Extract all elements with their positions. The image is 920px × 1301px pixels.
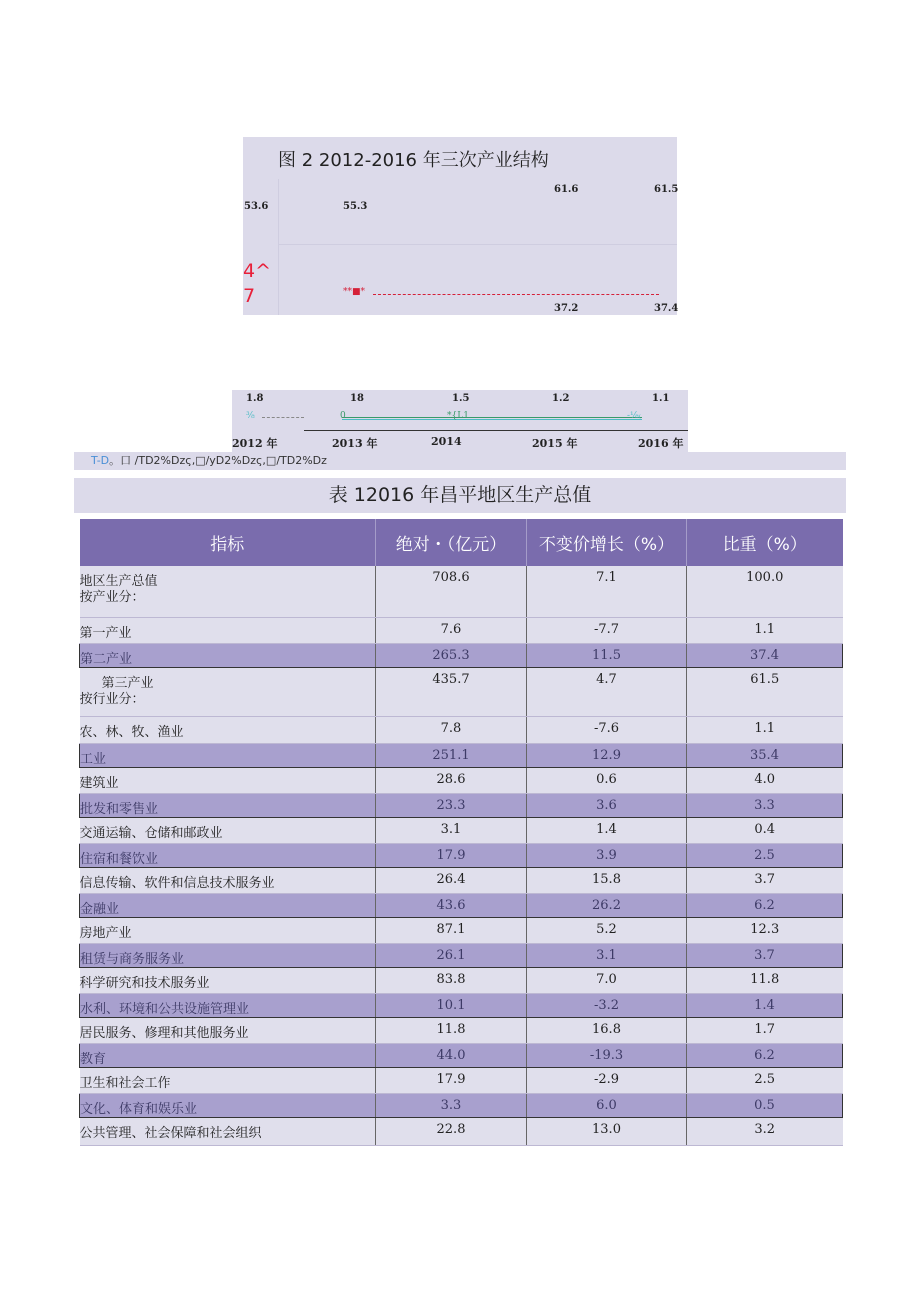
series-marker: 0 — [340, 411, 346, 421]
row-name: 农、林、牧、渔业 — [80, 716, 376, 743]
table-row — [80, 943, 843, 967]
cell-growth: 15.8 — [527, 867, 687, 893]
cell-growth: 3.1 — [527, 943, 687, 967]
row-name: 租赁与商务服务业 — [80, 943, 376, 967]
cell-share: 1.1 — [687, 617, 843, 643]
subhead-by-industry: 按产业分： — [79, 590, 145, 605]
cell-absolute: 83.8 — [376, 967, 527, 993]
cell-absolute: 11.8 — [376, 1017, 527, 1043]
cell-share: 1.1 — [687, 716, 843, 743]
cell-growth: 16.8 — [527, 1017, 687, 1043]
table-row — [80, 793, 843, 817]
row-name: 信息传输、软件和信息技术服务业 — [80, 867, 376, 893]
cell-growth: 5.2 — [527, 917, 687, 943]
table-row — [80, 867, 843, 893]
cell-share: 35.4 — [687, 743, 843, 767]
cell-growth: -2.9 — [527, 1067, 687, 1093]
cell-growth: -7.6 — [527, 716, 687, 743]
cell-absolute: 87.1 — [376, 917, 527, 943]
cell-growth: 3.6 — [527, 793, 687, 817]
row-name: 第二产业 — [80, 643, 376, 667]
row-name — [80, 566, 376, 617]
row-name: 水利、环境和公共设施管理业 — [80, 993, 376, 1017]
table-row — [80, 617, 843, 643]
table-row — [80, 716, 843, 743]
row-name: 住宿和餐饮业 — [80, 843, 376, 867]
cell-growth: 0.6 — [527, 767, 687, 793]
data-label: 1.1 — [652, 393, 670, 404]
cell-growth: 13.0 — [527, 1117, 687, 1145]
cell-growth: 1.4 — [527, 817, 687, 843]
header-share: 比重（%） — [687, 519, 843, 566]
red-label: 4^ — [243, 260, 272, 282]
cell-share: 3.7 — [687, 943, 843, 967]
row-name: 第一产业 — [80, 617, 376, 643]
row-name: 房地产业 — [80, 917, 376, 943]
cell-growth: 26.2 — [527, 893, 687, 917]
cell-share: 12.3 — [687, 917, 843, 943]
table-row — [80, 1093, 843, 1117]
table-header-row — [80, 519, 843, 566]
cell-absolute: 26.4 — [376, 867, 527, 893]
cell-growth: 4.7 — [527, 667, 687, 716]
cell-absolute: 43.6 — [376, 893, 527, 917]
series-line — [373, 294, 659, 295]
cell-absolute: 708.6 — [376, 566, 527, 617]
table-row — [80, 1043, 843, 1067]
series-marker: **■* — [343, 287, 366, 297]
row-name-text: 第三产业 — [101, 675, 154, 691]
table-row — [80, 893, 843, 917]
header-indicator: 指标 — [80, 519, 376, 566]
data-label: 53.6 — [244, 201, 269, 212]
cell-absolute: 3.1 — [376, 817, 527, 843]
cell-absolute: 7.8 — [376, 716, 527, 743]
cell-absolute: 23.3 — [376, 793, 527, 817]
series-marker: ³⁄₈ — [246, 411, 255, 421]
row-name-text: 地区生产总值 — [79, 574, 158, 589]
table-row — [80, 917, 843, 943]
subhead-by-sector: 按行业分： — [79, 691, 145, 707]
cell-absolute: 44.0 — [376, 1043, 527, 1067]
cell-absolute: 28.6 — [376, 767, 527, 793]
table-title: 表 12016 年昌平地区生产总值 — [74, 478, 846, 513]
table-row — [80, 843, 843, 867]
cell-share: 1.4 — [687, 993, 843, 1017]
table-row — [80, 817, 843, 843]
cell-share: 0.5 — [687, 1093, 843, 1117]
cell-growth: 7.0 — [527, 967, 687, 993]
cell-share: 11.8 — [687, 967, 843, 993]
row-name — [80, 667, 376, 716]
x-axis — [304, 430, 688, 431]
cell-absolute: 26.1 — [376, 943, 527, 967]
data-label: 61.5 — [654, 184, 679, 195]
cell-growth: -7.7 — [527, 617, 687, 643]
cell-absolute: 251.1 — [376, 743, 527, 767]
cell-share: 3.7 — [687, 867, 843, 893]
cell-share: 1.7 — [687, 1017, 843, 1043]
header-absolute: 绝对・（亿元） — [376, 519, 527, 566]
cell-share: 6.2 — [687, 1043, 843, 1067]
cell-share: 0.4 — [687, 817, 843, 843]
table-row — [80, 1067, 843, 1093]
x-tick-label: 2012 年 — [232, 437, 278, 450]
row-name: 批发和零售业 — [80, 793, 376, 817]
cell-share: 3.3 — [687, 793, 843, 817]
row-name: 文化、体育和娱乐业 — [80, 1093, 376, 1117]
gridline — [278, 244, 677, 245]
cell-absolute: 17.9 — [376, 1067, 527, 1093]
table-row — [80, 667, 843, 716]
industry-structure-chart — [243, 137, 677, 315]
cell-growth: 11.5 — [527, 643, 687, 667]
chart-footnote — [74, 452, 846, 470]
row-name: 卫生和社会工作 — [80, 1067, 376, 1093]
data-label: 55.3 — [343, 201, 368, 212]
row-name: 公共管理、社会保障和社会组织 — [80, 1117, 376, 1145]
data-label: 61.6 — [554, 184, 579, 195]
cell-growth: -3.2 — [527, 993, 687, 1017]
row-name: 建筑业 — [80, 767, 376, 793]
row-name: 居民服务、修理和其他服务业 — [80, 1017, 376, 1043]
table-row — [80, 743, 843, 767]
primary-industry-chart — [232, 390, 688, 452]
cell-absolute: 10.1 — [376, 993, 527, 1017]
cell-absolute: 3.3 — [376, 1093, 527, 1117]
cell-absolute: 7.6 — [376, 617, 527, 643]
cell-share: 100.0 — [687, 566, 843, 617]
series-marker: -¹⁄₈₍ — [627, 411, 641, 421]
data-label: 1.8 — [246, 393, 264, 404]
row-name: 交通运输、仓储和邮政业 — [80, 817, 376, 843]
row-name: 教育 — [80, 1043, 376, 1067]
data-label: 1.2 — [552, 393, 570, 404]
data-label: 37.4 — [654, 303, 679, 314]
cell-absolute: 435.7 — [376, 667, 527, 716]
cell-share: 2.5 — [687, 1067, 843, 1093]
footnote-text: 。口 /TD2%Dz⁠ς,□/yD2%Dzς,□/TD2%Dz — [109, 454, 327, 467]
data-label: 1.5 — [452, 393, 470, 404]
cell-growth: 3.9 — [527, 843, 687, 867]
footnote-highlight: T-D — [91, 454, 110, 467]
cell-absolute: 17.9 — [376, 843, 527, 867]
table-row — [80, 967, 843, 993]
table-row — [80, 566, 843, 617]
x-tick-label: 2013 年 — [332, 437, 378, 450]
cell-growth: 12.9 — [527, 743, 687, 767]
data-label: 37.2 — [554, 303, 579, 314]
cell-share: 61.5 — [687, 667, 843, 716]
series-line — [342, 419, 642, 420]
cell-share: 4.0 — [687, 767, 843, 793]
cell-growth: 6.0 — [527, 1093, 687, 1117]
x-tick-label: 2015 年 — [532, 437, 578, 450]
series-marker: *{L1 — [447, 411, 469, 421]
cell-growth: 7.1 — [527, 566, 687, 617]
cell-share: 2.5 — [687, 843, 843, 867]
red-label: 7 — [243, 285, 256, 307]
table-row — [80, 767, 843, 793]
cell-absolute: 265.3 — [376, 643, 527, 667]
chart-title: 图 2 2012-2016 年三次产业结构 — [278, 150, 549, 171]
cell-share: 37.4 — [687, 643, 843, 667]
series-line — [342, 417, 642, 418]
table-row — [80, 1117, 843, 1145]
gdp-table — [79, 519, 843, 1146]
row-name: 科学研究和技术服务业 — [80, 967, 376, 993]
table-row — [80, 643, 843, 667]
row-name: 工业 — [80, 743, 376, 767]
table-row — [80, 1017, 843, 1043]
header-growth: 不变价增长（%） — [527, 519, 687, 566]
cell-share: 3.2 — [687, 1117, 843, 1145]
x-tick-label: 2016 年 — [638, 437, 684, 450]
data-label: 18 — [350, 393, 364, 404]
series-line — [262, 417, 304, 418]
cell-growth: -19.3 — [527, 1043, 687, 1067]
row-name: 金融业 — [80, 893, 376, 917]
x-tick-label: 2014 — [431, 435, 462, 448]
table-row — [80, 993, 843, 1017]
axis-line — [278, 179, 279, 315]
cell-share: 6.2 — [687, 893, 843, 917]
cell-absolute: 22.8 — [376, 1117, 527, 1145]
